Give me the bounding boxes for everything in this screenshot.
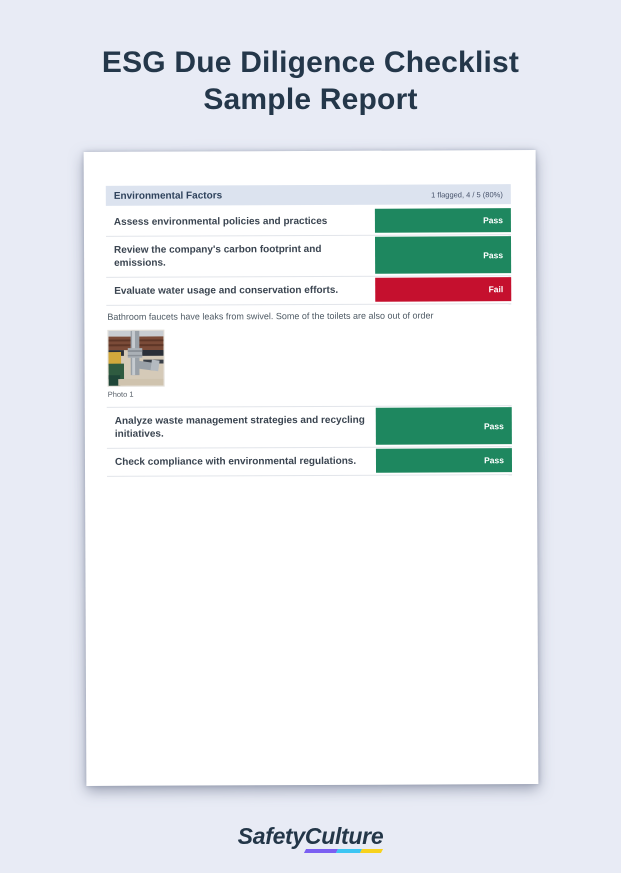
attached-photo: [107, 330, 164, 399]
question-text: Check compliance with environmental regulations.: [114, 455, 357, 468]
page-title-line2: Sample Report: [203, 83, 418, 116]
result-badge: Pass: [375, 208, 511, 233]
faucet-photo-image: [107, 330, 164, 387]
photo-caption: Photo 1: [107, 389, 134, 399]
report-page: [84, 150, 539, 786]
logo-underline-purple: [304, 849, 338, 853]
question-text: Evaluate water usage and conservation efforts.: [114, 284, 339, 297]
safetyculture-logo: [238, 823, 384, 855]
result-badge: Pass: [376, 448, 512, 473]
checklist-row: [106, 235, 511, 278]
section-title: Environmental Factors: [113, 189, 223, 202]
logo-underline-yellow: [360, 849, 383, 853]
page-title: [0, 44, 621, 118]
result-badge: Fail: [375, 277, 511, 302]
flagged-note: Bathroom faucets have leaks from swivel. Some of the toilets are also out of order: [107, 310, 434, 322]
section-header: [106, 184, 511, 206]
result-badge: Pass: [375, 236, 511, 274]
question-text: Assess environmental policies and practices: [113, 215, 328, 228]
checklist-row: [106, 276, 511, 306]
checklist-table: [106, 184, 512, 477]
page-title-line1: ESG Due Diligence Checklist: [101, 46, 520, 79]
footer: [0, 823, 621, 855]
checklist-row: [107, 447, 512, 477]
logo-underline: [304, 849, 383, 853]
flagged-item-details: [106, 304, 511, 408]
result-badge: Pass: [376, 407, 512, 445]
logo-underline-cyan: [335, 849, 362, 853]
section-score-summary: 1 flagged, 4 / 5 (80%): [431, 189, 503, 199]
safetyculture-logo-text: SafetyCulture: [237, 823, 384, 849]
checklist-row: [107, 406, 512, 449]
question-text: Review the company's carbon footprint and emissions.: [114, 243, 322, 269]
checklist-row: [106, 207, 511, 237]
question-text: Analyze waste management strategies and recycling initiatives.: [114, 414, 365, 440]
